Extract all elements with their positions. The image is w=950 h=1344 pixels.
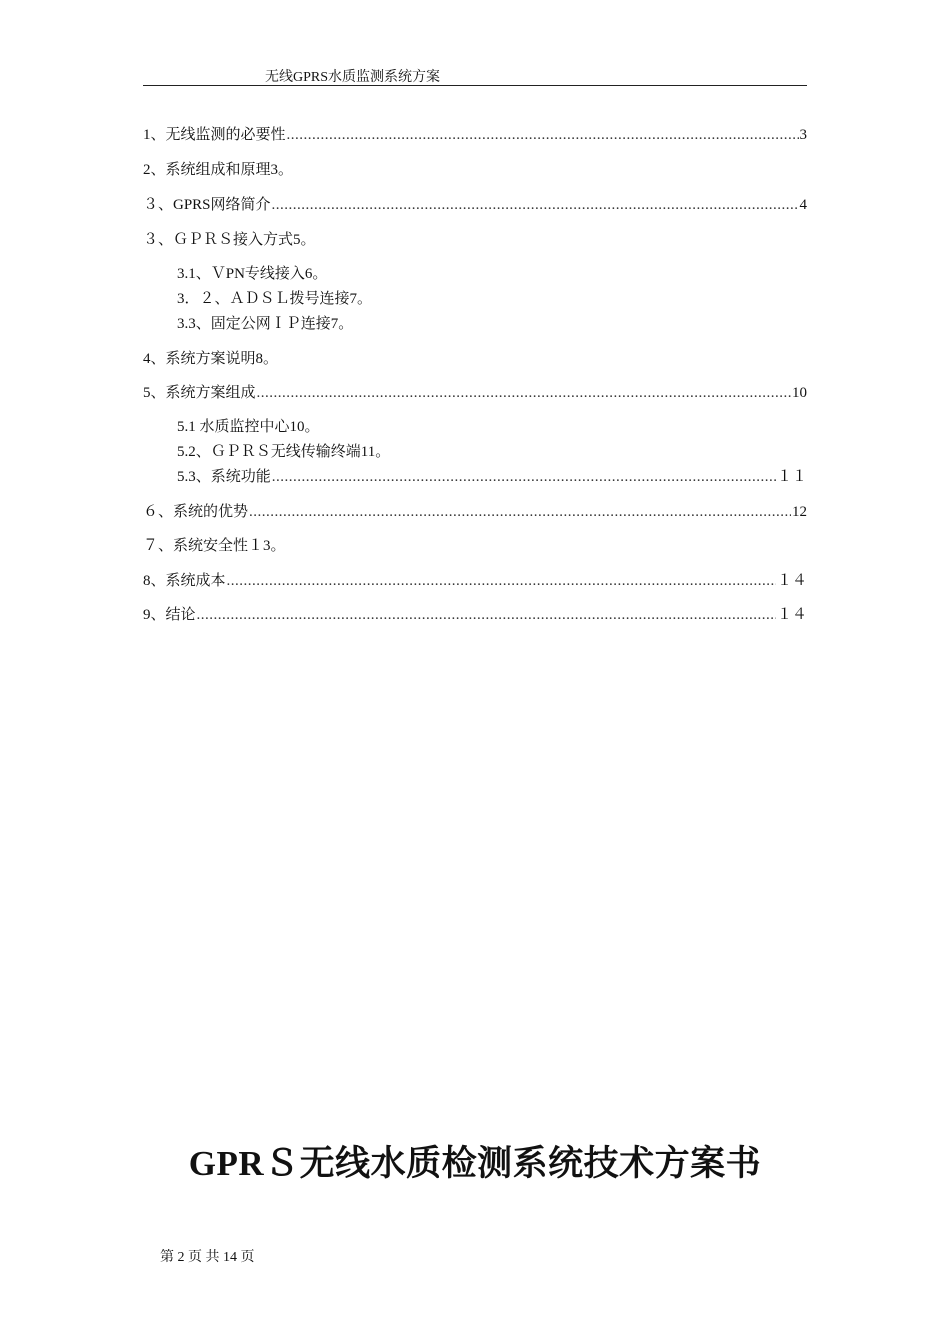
toc-subentry[interactable] — [177, 417, 807, 437]
toc-entry-label: 3.1、ＶPN专线接入6。 — [177, 266, 328, 282]
toc-entry[interactable] — [143, 502, 807, 522]
toc-entry-page: 10 — [792, 385, 807, 401]
toc-subentry[interactable] — [177, 442, 807, 462]
toc-entry-label: 5.2、ＧＰＲＳ无线传输终端11。 — [177, 444, 391, 460]
toc-entry-label: ３、GPRS网络简介 — [143, 197, 271, 213]
toc-entry[interactable] — [143, 383, 807, 403]
toc-entry-page: 12 — [792, 504, 807, 520]
toc-leader-dots — [257, 383, 791, 403]
toc-entry-label: 5、系统方案组成 — [143, 385, 256, 401]
toc-entry-label: 4、系统方案说明8。 — [143, 351, 279, 367]
toc-entry[interactable] — [143, 195, 807, 215]
toc-subentry[interactable] — [177, 467, 807, 487]
header-rule — [143, 85, 807, 86]
toc-entry-label: 2、系统组成和原理3。 — [143, 162, 294, 178]
toc-leader-dots — [272, 467, 776, 487]
toc-entry-label: ７、系统安全性１3。 — [143, 538, 286, 554]
toc-leader-dots — [227, 571, 776, 591]
toc-leader-dots — [249, 502, 791, 522]
toc-leader-dots — [272, 195, 799, 215]
toc-entry-label: 5.1 水质监控中心10。 — [177, 419, 320, 435]
toc-entry-page: １４ — [776, 573, 807, 589]
toc-entry-label: 3．２、ＡＤＳＬ拨号连接7。 — [177, 291, 373, 307]
toc-subentry[interactable] — [177, 314, 807, 334]
toc-entry-label: 1、无线监测的必要性 — [143, 127, 286, 143]
toc-entry[interactable] — [143, 125, 807, 145]
toc-entry-label: ３、ＧＰＲＳ接入方式5。 — [143, 232, 316, 248]
toc-subentry[interactable] — [177, 264, 807, 284]
toc-entry[interactable] — [143, 349, 807, 369]
toc-entry[interactable] — [143, 230, 807, 250]
toc-entry-label: 9、结论 — [143, 607, 196, 623]
toc-entry-label: 8、系统成本 — [143, 573, 226, 589]
toc-entry[interactable] — [143, 605, 807, 625]
toc-entry[interactable] — [143, 160, 807, 180]
document-title: GPRＳ无线水质检测系统技术方案书 — [188, 1144, 762, 1183]
toc-entry[interactable] — [143, 536, 807, 556]
page-footer: 第 2 页 共 14 页 — [160, 1250, 255, 1265]
toc-entry-page: 3 — [799, 127, 807, 143]
toc-subentry[interactable] — [177, 289, 807, 309]
toc-entry-page: １４ — [776, 607, 807, 623]
toc-entry-page: １１ — [776, 469, 807, 485]
toc-entry-label: 5.3、系统功能 — [177, 469, 271, 485]
toc-entry[interactable] — [143, 571, 807, 591]
running-header: 无线GPRS水质监测系统方案 — [265, 70, 441, 85]
toc-leader-dots — [287, 125, 799, 145]
toc-entry-page: 4 — [799, 197, 807, 213]
toc-leader-dots — [197, 605, 776, 625]
toc-entry-label: 3.3、固定公网ＩＰ连接7。 — [177, 316, 354, 332]
toc-entry-label: ６、系统的优势 — [143, 504, 249, 520]
